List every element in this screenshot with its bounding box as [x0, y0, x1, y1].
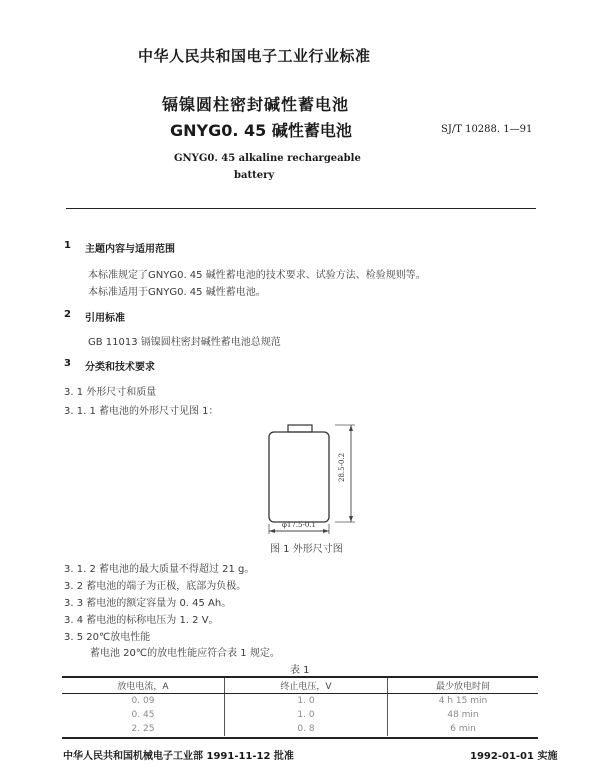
table-cell: 1. 0 — [225, 708, 388, 722]
table-row — [62, 722, 538, 736]
clause-3-5-paragraph: 蓄电池 20℃的放电性能应符合表 1 规定。 — [90, 648, 280, 659]
table-cell: 2. 25 — [131, 724, 155, 734]
approval-line: 中华人民共和国机械电子工业部 1991-11-12 批准 — [63, 751, 294, 762]
clause-3-5: 3. 5 20℃放电性能 — [64, 632, 151, 643]
table-cell: 4 h 15 min — [438, 696, 488, 706]
table-cell: 0. 45 — [131, 710, 155, 720]
table-header-time: 最少放电时间 — [388, 677, 539, 694]
battery-body — [269, 432, 329, 522]
footer-divider — [62, 737, 538, 739]
section-2-reference: GB 11013 镉镍圆柱密封碱性蓄电池总规范 — [88, 337, 281, 348]
table-header-row — [62, 677, 538, 694]
section-1-paragraph-1: 本标准规定了GNYG0. 45 碱性蓄电池的技术要求、试验方法、检验规则等。 — [88, 270, 426, 281]
section-1-number: 1 — [64, 240, 71, 251]
clause-3-3: 3. 3 蓄电池的额定容量为 0. 45 Ah。 — [64, 598, 232, 609]
table-cell: 48 min — [447, 710, 479, 720]
height-dimension-label: 28.5-0.2 — [338, 452, 346, 482]
section-1-heading: 主题内容与适用范围 — [85, 244, 175, 255]
title-divider — [66, 208, 536, 209]
section-3-number: 3 — [64, 358, 71, 369]
standard-subtitle: GNYG0. 45 碱性蓄电池 — [170, 121, 352, 140]
battery-terminal — [288, 425, 312, 432]
figure-1-caption: 图 1 外形尺寸图 — [270, 544, 343, 555]
diameter-dimension-label: φ17.5-0.1 — [282, 521, 316, 529]
table-row — [62, 694, 538, 709]
section-2-number: 2 — [64, 309, 71, 320]
clause-3-4: 3. 4 蓄电池的标称电压为 1. 2 V。 — [64, 615, 219, 626]
standard-title-chinese: 镉镍圆柱密封碱性蓄电池 — [162, 95, 350, 114]
issuing-body-title: 中华人民共和国电子工业行业标准 — [138, 47, 371, 65]
section-1-paragraph-2: 本标准适用于GNYG0. 45 碱性蓄电池。 — [88, 287, 266, 298]
table-cell: 0. 09 — [131, 696, 155, 706]
discharge-performance-table — [62, 676, 538, 736]
table-row — [62, 708, 538, 722]
clause-3-1-2: 3. 1. 2 蓄电池的最大质量不得超过 21 g。 — [64, 564, 255, 575]
clause-3-1: 3. 1 外形尺寸和质量 — [64, 387, 157, 398]
section-2-heading: 引用标准 — [85, 313, 125, 324]
english-title-line2: battery — [234, 170, 275, 181]
table-header-voltage: 终止电压，V — [225, 677, 388, 694]
table-cell: 0. 8 — [225, 722, 388, 736]
clause-3-2: 3. 2 蓄电池的端子为正极，底部为负极。 — [64, 581, 247, 592]
table-1-caption: 表 1 — [290, 665, 310, 676]
clause-3-1-1: 3. 1. 1 蓄电池的外形尺寸见图 1： — [64, 406, 219, 417]
standard-code: SJ/T 10288. 1—91 — [441, 124, 533, 135]
section-3-heading: 分类和技术要求 — [85, 362, 155, 373]
table-cell: 1. 0 — [225, 694, 388, 709]
effective-date: 1992-01-01 实施 — [470, 751, 558, 762]
english-title-line1: GNYG0. 45 alkaline rechargeable — [174, 153, 361, 164]
table-cell: 6 min — [450, 724, 476, 734]
battery-outline-diagram — [255, 418, 365, 536]
table-header-current: 放电电流，A — [62, 677, 225, 694]
